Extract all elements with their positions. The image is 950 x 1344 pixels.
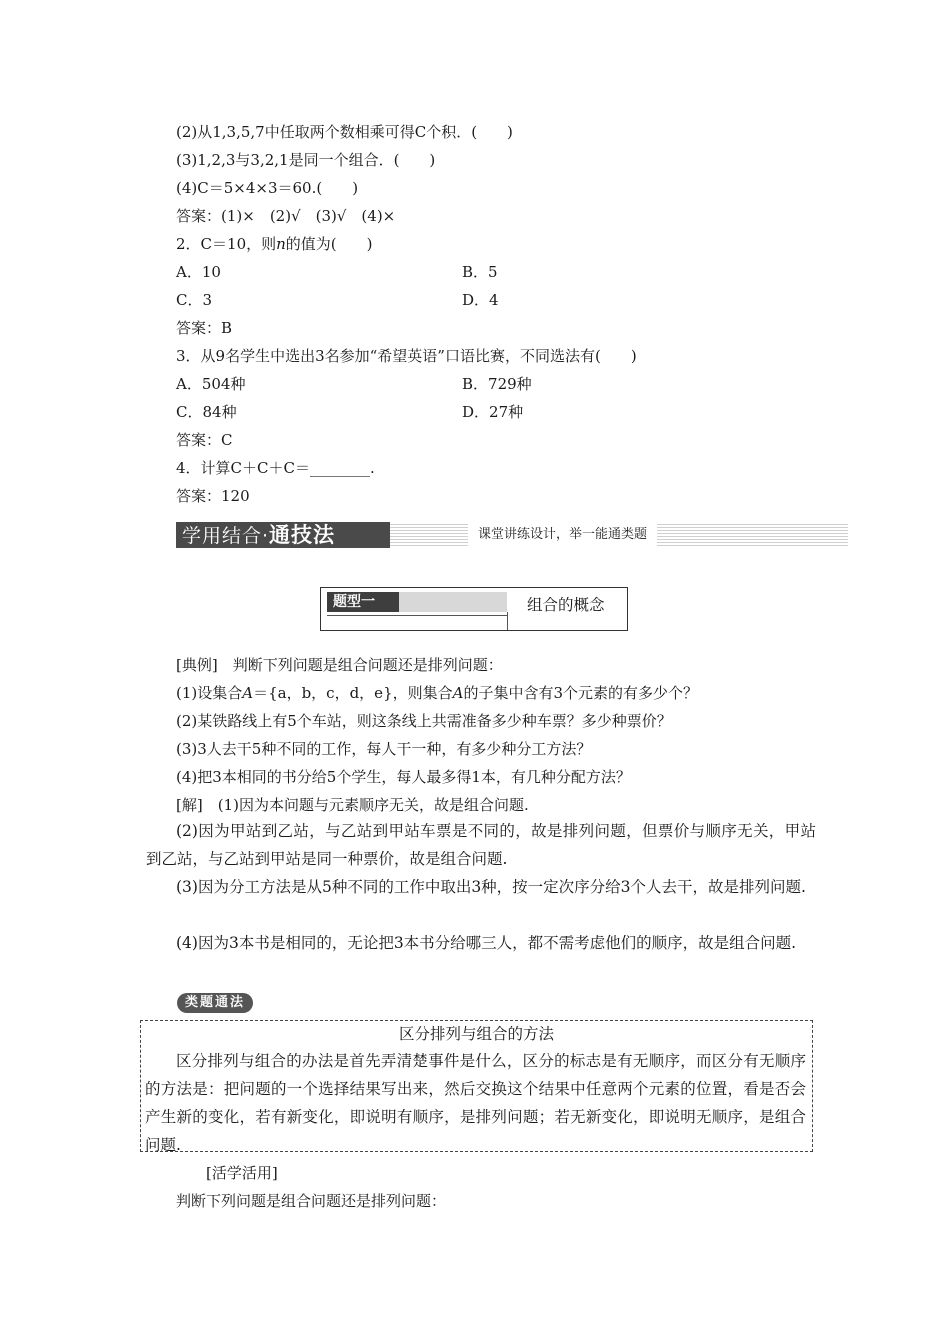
question-2-answer: 答案：B [176,319,233,337]
question-3-stem: 3．从9名学生中选出3名参加“希望英语”口语比赛，不同选法有( ) [176,347,637,365]
question-1-answer: 答案：(1)× (2)√ (3)√ (4)× [176,207,396,225]
question-2-option-a: A．10 [176,263,221,281]
question-type-box [320,587,628,631]
question-1-item-3: (3)1,2,3与3,2,1是同一个组合．( ) [176,151,436,169]
example-intro: [典例] 判断下列问题是组合问题还是排列问题： [176,656,503,674]
question-1-item-4: (4)C＝5×4×3＝60.( ) [176,179,359,197]
method-box [140,1020,813,1152]
section-banner-title: 学用结合·通技法 [176,522,390,548]
question-type-title: 组合的概念 [527,596,605,614]
label-divider [507,612,508,630]
question-1-item-2: (2)从1,3,5,7中任取两个数相乘可得C个积．( ) [176,123,513,141]
solution-3: (3)因为分工方法是从5种不同的工作中取出3种，按一定次序分给3个人去干，故是排列问题. [176,878,806,896]
question-2-option-d: D．4 [462,291,499,309]
method-title: 区分排列与组合的方法 [398,1025,554,1043]
solution-4: (4)因为3本书是相同的，无论把3本书分给哪三人，都不需考虑他们的顺序，故是组合问题. [176,934,797,952]
example-item-2: (2)某铁路线上有5个车站，则这条线上共需准备多少种车票？多少种票价？ [176,712,672,730]
example-item-1: (1)设集合A＝{a，b，c，d，e}，则集合A的子集中含有3个元素的有多少个？ [176,684,698,702]
practice-text: 判断下列问题是组合问题还是排列问题： [176,1192,447,1210]
question-3-option-d: D．27种 [462,403,524,421]
method-text: 区分排列与组合的办法是首先弄清楚事件是什么，区分的标志是有无顺序，而区分有无顺序的方法是：把问题的一个选择结果写出来，然后交换这个结果中任意两个元素的位置，看是否会产生新的变化，若有新变化，即说明有顺序，是排列问题；若无新变化，即说明无顺序，是组合问题. [145,1052,806,1154]
question-3-answer: 答案：C [176,431,233,449]
question-3-option-b: B．729种 [462,375,532,393]
question-type-label: 题型一 [333,594,375,610]
question-3-option-a: A．504种 [176,375,246,393]
example-item-3: (3)3人去干5种不同的工作，每人干一种，有多少种分工方法？ [176,740,592,758]
label-underline [327,615,507,616]
question-2-stem: 2．C＝10，则n的值为( ) [176,235,373,253]
solution-1: [解] (1)因为本问题与元素顺序无关，故是组合问题. [176,796,529,814]
question-2-option-b: B．5 [462,263,498,281]
question-type-label-bar [327,592,507,612]
section-banner-tagline: 课堂讲练设计，举一能通类题 [468,522,657,548]
practice-heading: [活学活用] [206,1164,278,1182]
solution-2: (2)因为甲站到乙站，与乙站到甲站车票是不同的，故是排列问题，但票价与顺序无关，甲站到乙站，与乙站到甲站是同一种票价，故是组合问题. [146,822,816,868]
example-item-4: (4)把3本相同的书分给5个学生，每人最多得1本，有几种分配方法？ [176,768,631,786]
question-4-stem: 4．计算C＋C＋C＝________. [176,459,375,477]
method-heading-badge: 类题通法 [177,993,253,1013]
question-4-answer: 答案：120 [176,487,250,505]
question-2-option-c: C．3 [176,291,213,309]
section-banner [176,522,848,548]
question-3-option-c: C．84种 [176,403,237,421]
